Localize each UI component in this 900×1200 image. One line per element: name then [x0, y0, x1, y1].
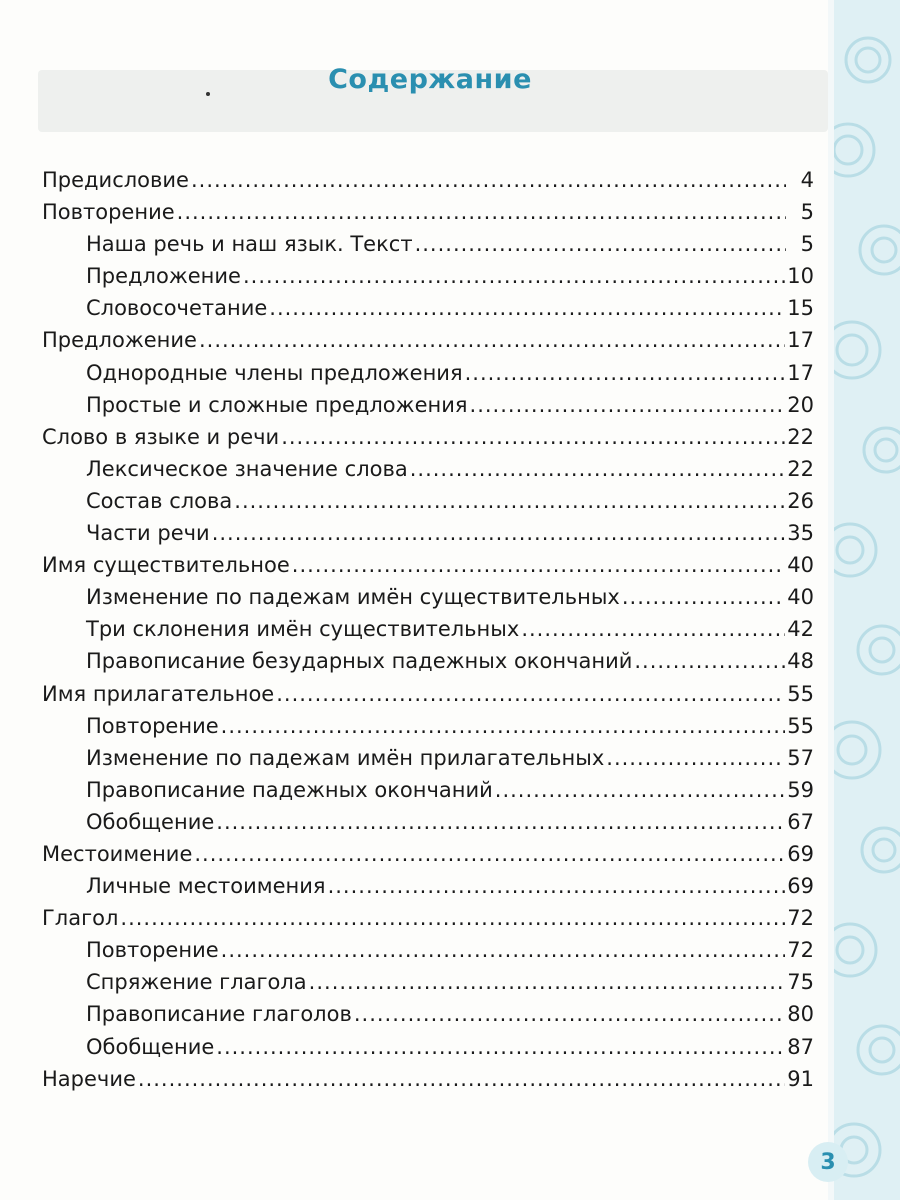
- toc-entry-page: 80: [787, 1002, 814, 1027]
- toc-entry-page: 4: [800, 168, 814, 192]
- toc-entry-page: 72: [787, 938, 814, 963]
- toc-entry-label: Обобщение: [86, 1034, 215, 1059]
- dot-leader: [276, 678, 785, 710]
- toc-subentry[interactable]: [42, 710, 814, 742]
- toc-subentry[interactable]: [42, 870, 814, 902]
- toc-entry-page: 17: [787, 328, 814, 353]
- toc-entry-label: Правописание падежных окончаний: [86, 777, 493, 802]
- toc-entry-label: Повторение: [42, 200, 175, 225]
- toc-subentry[interactable]: [42, 998, 814, 1030]
- dot-leader: [120, 902, 785, 934]
- dot-leader: [177, 196, 786, 228]
- toc-entry-label: Спряжение глагола: [86, 970, 307, 995]
- toc-section[interactable]: [42, 324, 814, 356]
- toc-section[interactable]: [42, 549, 814, 581]
- dot-leader: [221, 710, 786, 742]
- toc-entry-label: Предисловие: [42, 168, 189, 192]
- toc-entry-page: 72: [787, 906, 814, 931]
- dot-leader: [622, 581, 785, 613]
- toc-section[interactable]: [42, 838, 814, 870]
- toc-entry-page: 55: [787, 681, 814, 706]
- dot-leader: [465, 357, 786, 389]
- toc-entry-page: 75: [787, 970, 814, 995]
- dot-leader: [292, 549, 785, 581]
- table-of-contents: [42, 164, 814, 1095]
- toc-subentry[interactable]: [42, 453, 814, 485]
- toc-subentry[interactable]: [42, 742, 814, 774]
- toc-entry-page: 17: [787, 360, 814, 385]
- toc-subentry[interactable]: [42, 292, 814, 324]
- toc-subentry[interactable]: [42, 581, 814, 613]
- toc-subentry[interactable]: [42, 645, 814, 677]
- toc-entry-page: 10: [787, 264, 814, 289]
- toc-entry-page: 26: [787, 488, 814, 513]
- dot-leader: [606, 742, 785, 774]
- toc-section[interactable]: [42, 902, 814, 934]
- toc-entry-label: Однородные члены предложения: [86, 360, 463, 385]
- toc-subentry[interactable]: [42, 934, 814, 966]
- dot-leader: [328, 870, 786, 902]
- dot-leader: [138, 1063, 785, 1095]
- dot-leader: [194, 838, 785, 870]
- toc-entry-label: Имя существительное: [42, 553, 290, 578]
- toc-entry-label: Словосочетание: [86, 296, 268, 321]
- toc-entry-label: Наречие: [42, 1066, 136, 1091]
- toc-subentry[interactable]: [42, 613, 814, 645]
- toc-entry-page: 42: [787, 617, 814, 642]
- toc-entry-label: Правописание безударных падежных окончаний: [86, 649, 633, 674]
- toc-entry-page: 48: [787, 649, 814, 674]
- dot-leader: [216, 1031, 785, 1063]
- dot-leader: [415, 228, 786, 260]
- toc-entry-label: Местоимение: [42, 841, 193, 866]
- toc-entry-page: 59: [787, 777, 814, 802]
- dot-leader: [521, 613, 785, 645]
- dot-leader: [309, 966, 786, 998]
- toc-entry-label: Части речи: [86, 521, 210, 546]
- toc-entry-page: 91: [787, 1066, 814, 1091]
- dot-leader: [191, 164, 786, 196]
- toc-entry-label: Имя прилагательное: [42, 681, 275, 706]
- toc-entry-page: 20: [787, 392, 814, 417]
- toc-entry-page: 55: [787, 713, 814, 738]
- dot-leader: [495, 774, 786, 806]
- toc-section[interactable]: [42, 196, 814, 228]
- toc-subentry[interactable]: [42, 517, 814, 549]
- toc-entry-page: 69: [787, 841, 814, 866]
- toc-subentry[interactable]: [42, 389, 814, 421]
- toc-section[interactable]: [42, 678, 814, 710]
- dot-leader: [216, 806, 785, 838]
- dot-leader: [470, 389, 786, 421]
- dot-leader: [269, 292, 785, 324]
- toc-entry-label: Обобщение: [86, 809, 215, 834]
- toc-entry-page: 22: [787, 424, 814, 449]
- toc-entry-label: Состав слова: [86, 488, 233, 513]
- dot-leader: [354, 998, 785, 1030]
- toc-entry-page: 87: [787, 1034, 814, 1059]
- toc-entry-label: Предложение: [86, 264, 241, 289]
- toc-entry-page: 15: [787, 296, 814, 321]
- page-number: 3: [808, 1142, 848, 1182]
- toc-entry-label: Три склонения имён существительных: [86, 617, 520, 642]
- toc-subentry[interactable]: [42, 966, 814, 998]
- toc-entry-page: 40: [787, 585, 814, 610]
- dot-leader: [634, 645, 785, 677]
- toc-entry-label: Предложение: [42, 328, 197, 353]
- dot-leader: [199, 324, 785, 356]
- toc-entry-label: Наша речь и наш язык. Текст: [86, 232, 413, 257]
- toc-subentry[interactable]: [42, 357, 814, 389]
- decorative-edge-pattern: [828, 0, 900, 1200]
- toc-entry-page: 40: [787, 553, 814, 578]
- toc-entry-label: Повторение: [86, 713, 219, 738]
- toc-entry-page: 5: [800, 200, 814, 225]
- toc-entry-label: Простые и сложные предложения: [86, 392, 468, 417]
- toc-subentry[interactable]: [42, 228, 814, 260]
- dot-leader: [410, 453, 786, 485]
- toc-entry-label: Изменение по падежам имён существительных: [86, 585, 620, 610]
- toc-entry-page: 67: [787, 809, 814, 834]
- toc-entry-label: Правописание глаголов: [86, 1002, 352, 1027]
- toc-subentry[interactable]: [42, 260, 814, 292]
- toc-subentry[interactable]: [42, 806, 814, 838]
- dot-leader: [221, 934, 786, 966]
- toc-entry-label: Личные местоимения: [86, 874, 326, 899]
- toc-entry-page: 57: [787, 745, 814, 770]
- toc-entry-page: 35: [787, 521, 814, 546]
- toc-subentry[interactable]: [42, 1031, 814, 1063]
- toc-section[interactable]: [42, 164, 814, 196]
- toc-entry-page: 22: [787, 456, 814, 481]
- toc-section[interactable]: [42, 421, 814, 453]
- page-title: Содержание: [328, 64, 532, 95]
- toc-entry-label: Глагол: [42, 906, 119, 931]
- dot-leader: [243, 260, 785, 292]
- toc-entry-label: Лексическое значение слова: [86, 456, 408, 481]
- toc-entry-page: 69: [787, 874, 814, 899]
- dot-leader: [212, 517, 786, 549]
- toc-entry-label: Слово в языке и речи: [42, 424, 280, 449]
- toc-subentry[interactable]: [42, 774, 814, 806]
- toc-entry-label: Изменение по падежам имён прилагательных: [86, 745, 605, 770]
- toc-entry-page: 5: [800, 232, 814, 257]
- dot-leader: [234, 485, 785, 517]
- dot-leader: [281, 421, 785, 453]
- toc-section[interactable]: [42, 1063, 814, 1095]
- toc-subentry[interactable]: [42, 485, 814, 517]
- toc-entry-label: Повторение: [86, 938, 219, 963]
